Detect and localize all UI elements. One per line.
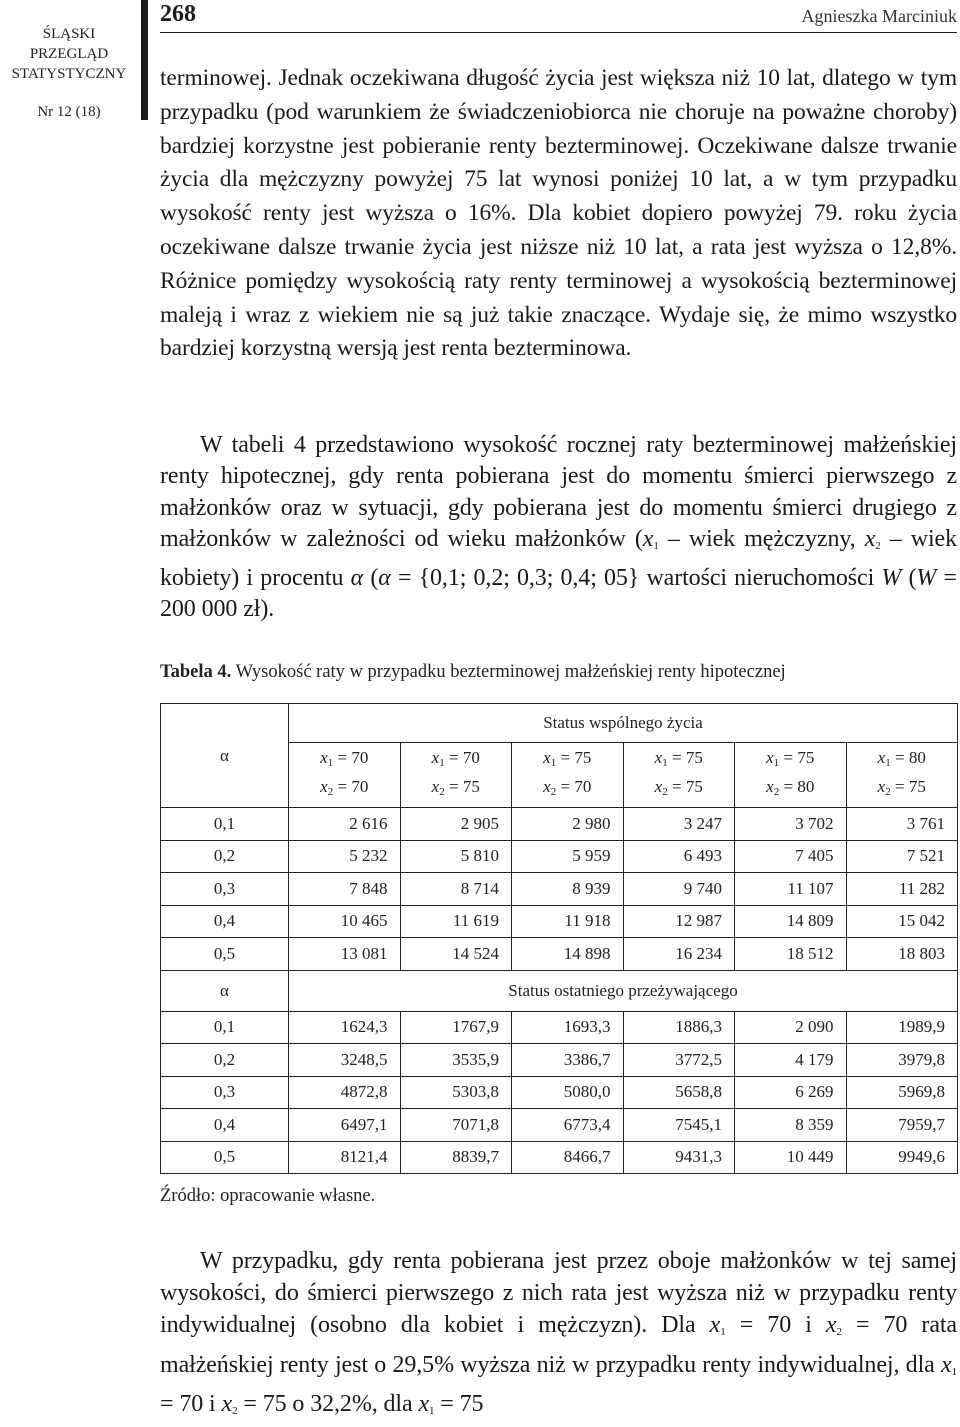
- issue-number: Nr 12 (18): [37, 104, 101, 120]
- vertical-rule: [141, 0, 148, 120]
- alpha-cell: 0,4: [161, 905, 289, 938]
- alpha-cell: 0,1: [161, 808, 289, 841]
- value-cell: 1886,3: [623, 1011, 735, 1044]
- value-cell: 6 493: [623, 840, 735, 873]
- journal-name-line3: STATYSTYCZNY: [11, 66, 127, 82]
- value-cell: 13 081: [289, 938, 401, 971]
- table-caption-text: Wysokość raty w przypadku bezterminowej małżeńskiej renty hipotecznej: [231, 662, 786, 682]
- alpha-cell: 0,2: [161, 1044, 289, 1077]
- value-cell: 1624,3: [289, 1011, 401, 1044]
- column-header: $x_1 = 70$ $x_2 = 70$: [289, 743, 401, 808]
- value-cell: 3 702: [735, 808, 847, 841]
- alpha-cell: 0,2: [161, 840, 289, 873]
- value-cell: 9 740: [623, 873, 735, 906]
- value-cell: 5080,0: [512, 1076, 624, 1109]
- table-row: [161, 1011, 958, 1044]
- section2-title: Status ostatniego przeżywającego: [289, 970, 958, 1011]
- value-cell: 8 939: [512, 873, 624, 906]
- table-caption-label: Tabela 4.: [160, 662, 232, 682]
- alpha-cell: 0,5: [161, 1141, 289, 1174]
- value-cell: 10 449: [735, 1141, 847, 1174]
- data-table: [160, 703, 958, 1174]
- value-cell: 3248,5: [289, 1044, 401, 1077]
- value-cell: 3 761: [846, 808, 958, 841]
- value-cell: 3 247: [623, 808, 735, 841]
- paragraph-2-text: W tabeli 4 przedstawiono wysokość rocznej raty bezterminowej małżeńskiej renty hipotecznej, gdy renta pobierana jest do momentu śmierci pierwszego z małżonków oraz w sytuacji, gdy pobierana jest do momentu śmierci drugiego z małżonków w zależności od wieku małżonków ($x_1$ – wiek mężczyzny, $x_2$ – wiek kobiety) i procentu α (α = {0,1; 0,2; 0,3; 0,4; 05} wartości nieruchomości W (W = 200 000 zł).: [160, 432, 958, 623]
- value-cell: 11 619: [400, 905, 512, 938]
- value-cell: 7071,8: [400, 1109, 512, 1142]
- value-cell: 9431,3: [623, 1141, 735, 1174]
- table-row: [161, 840, 958, 873]
- paragraph-3: [160, 1245, 957, 1427]
- value-cell: 6 269: [735, 1076, 847, 1109]
- value-cell: 4872,8: [289, 1076, 401, 1109]
- value-cell: 3386,7: [512, 1044, 624, 1077]
- value-cell: 6773,4: [512, 1109, 624, 1142]
- journal-sidebar: [0, 24, 138, 122]
- value-cell: 14 809: [735, 905, 847, 938]
- alpha-cell: 0,4: [161, 1109, 289, 1142]
- value-cell: 1767,9: [400, 1011, 512, 1044]
- value-cell: 8 359: [735, 1109, 847, 1142]
- value-cell: 3979,8: [846, 1044, 958, 1077]
- alpha-header: α: [161, 704, 289, 808]
- value-cell: 10 465: [289, 905, 401, 938]
- value-cell: 3535,9: [400, 1044, 512, 1077]
- value-cell: 8121,4: [289, 1141, 401, 1174]
- paragraph-3-text: W przypadku, gdy renta pobierana jest przez oboje małżonków w tej samej wysokości, do śmierci pierwszego z nich rata jest wyższa niż w przypadku renty indywidualnej (osobno dla kobiet i mężczyzn). Dla $x_1 = 70$ i $x_2 = 70$ rata małżeńskiej renty jest o 29,5% wyższa niż w przypadku renty indywidualnej, dla $x_1 = 70$ i $x_2 = 75$ o 32,2%, dla $x_1 = 75$: [160, 1248, 957, 1417]
- value-cell: 12 987: [623, 905, 735, 938]
- value-cell: 14 898: [512, 938, 624, 971]
- value-cell: 5969,8: [846, 1076, 958, 1109]
- value-cell: 11 918: [512, 905, 624, 938]
- column-header: $x_1 = 80$ $x_2 = 75$: [846, 743, 958, 808]
- value-cell: 7959,7: [846, 1109, 958, 1142]
- value-cell: 5 810: [400, 840, 512, 873]
- running-author: Agnieszka Marciniuk: [801, 6, 957, 26]
- value-cell: 8466,7: [512, 1141, 624, 1174]
- column-header: $x_1 = 75$ $x_2 = 75$: [623, 743, 735, 808]
- value-cell: 11 107: [735, 873, 847, 906]
- column-header: $x_1 = 75$ $x_2 = 80$: [735, 743, 847, 808]
- value-cell: 7 405: [735, 840, 847, 873]
- value-cell: 1989,9: [846, 1011, 958, 1044]
- value-cell: 5658,8: [623, 1076, 735, 1109]
- value-cell: 18 803: [846, 938, 958, 971]
- value-cell: 8 714: [400, 873, 512, 906]
- page-header: [160, 0, 957, 33]
- value-cell: 4 179: [735, 1044, 847, 1077]
- value-cell: 2 905: [400, 808, 512, 841]
- section1-title: Status wspólnego życia: [289, 704, 958, 743]
- paragraph-1: [160, 62, 957, 366]
- table-caption: [160, 662, 957, 683]
- table-source: Źródło: opracowanie własne.: [160, 1186, 376, 1206]
- alpha-cell: 0,5: [161, 938, 289, 971]
- section-divider-row: [161, 970, 958, 1011]
- value-cell: 7 848: [289, 873, 401, 906]
- value-cell: 14 524: [400, 938, 512, 971]
- table-row: [161, 1076, 958, 1109]
- value-cell: 3772,5: [623, 1044, 735, 1077]
- journal-name-line2: PRZEGLĄD: [29, 46, 109, 62]
- value-cell: 5 232: [289, 840, 401, 873]
- value-cell: 5 959: [512, 840, 624, 873]
- value-cell: 1693,3: [512, 1011, 624, 1044]
- value-cell: 18 512: [735, 938, 847, 971]
- table-row: [161, 808, 958, 841]
- value-cell: 11 282: [846, 873, 958, 906]
- table-row: [161, 873, 958, 906]
- column-header: $x_1 = 75$ $x_2 = 70$: [512, 743, 624, 808]
- alpha-cell: 0,1: [161, 1011, 289, 1044]
- value-cell: 2 980: [512, 808, 624, 841]
- paragraph-2: [160, 430, 957, 625]
- value-cell: 7545,1: [623, 1109, 735, 1142]
- table-row: [161, 905, 958, 938]
- alpha-cell: 0,3: [161, 873, 289, 906]
- value-cell: 8839,7: [400, 1141, 512, 1174]
- value-cell: 6497,1: [289, 1109, 401, 1142]
- value-cell: 2 616: [289, 808, 401, 841]
- column-header: $x_1 = 70$ $x_2 = 75$: [400, 743, 512, 808]
- table-row: [161, 1109, 958, 1142]
- page-number: 268: [160, 1, 196, 27]
- value-cell: 5303,8: [400, 1076, 512, 1109]
- table-row: [161, 1141, 958, 1174]
- value-cell: 15 042: [846, 905, 958, 938]
- table-row: [161, 938, 958, 971]
- alpha-cell: 0,3: [161, 1076, 289, 1109]
- value-cell: 7 521: [846, 840, 958, 873]
- alpha-header-2: α: [161, 970, 289, 1011]
- value-cell: 9949,6: [846, 1141, 958, 1174]
- table-row: [161, 1044, 958, 1077]
- paragraph-1-text: terminowej. Jednak oczekiwana długość życia jest większa niż 10 lat, dlatego w tym przypadku (pod warunkiem że świadczeniobiorca nie choruje na poważne choroby) bardziej korzystne jest pobieranie renty bezterminowej. Oczekiwane dalsze trwanie życia dla mężczyzny powyżej 75 lat wynosi poniżej 10 lat, a w tym przypadku wysokość renty jest wyższa o 16%. Dla kobiet dopiero powyżej 79. roku życia oczekiwane dalsze trwanie życia jest niższe niż 10 lat, a rata jest wyższa o 12,8%. Różnice pomiędzy wysokością raty renty terminowej a wysokością bezterminowej maleją i wraz z wiekiem nie są już takie znaczące. Wydaje się, że mimo wszystko bardziej korzystną wersją jest renta bezterminowa.: [160, 65, 957, 362]
- journal-name-line1: ŚLĄSKI: [42, 26, 96, 42]
- value-cell: 2 090: [735, 1011, 847, 1044]
- value-cell: 16 234: [623, 938, 735, 971]
